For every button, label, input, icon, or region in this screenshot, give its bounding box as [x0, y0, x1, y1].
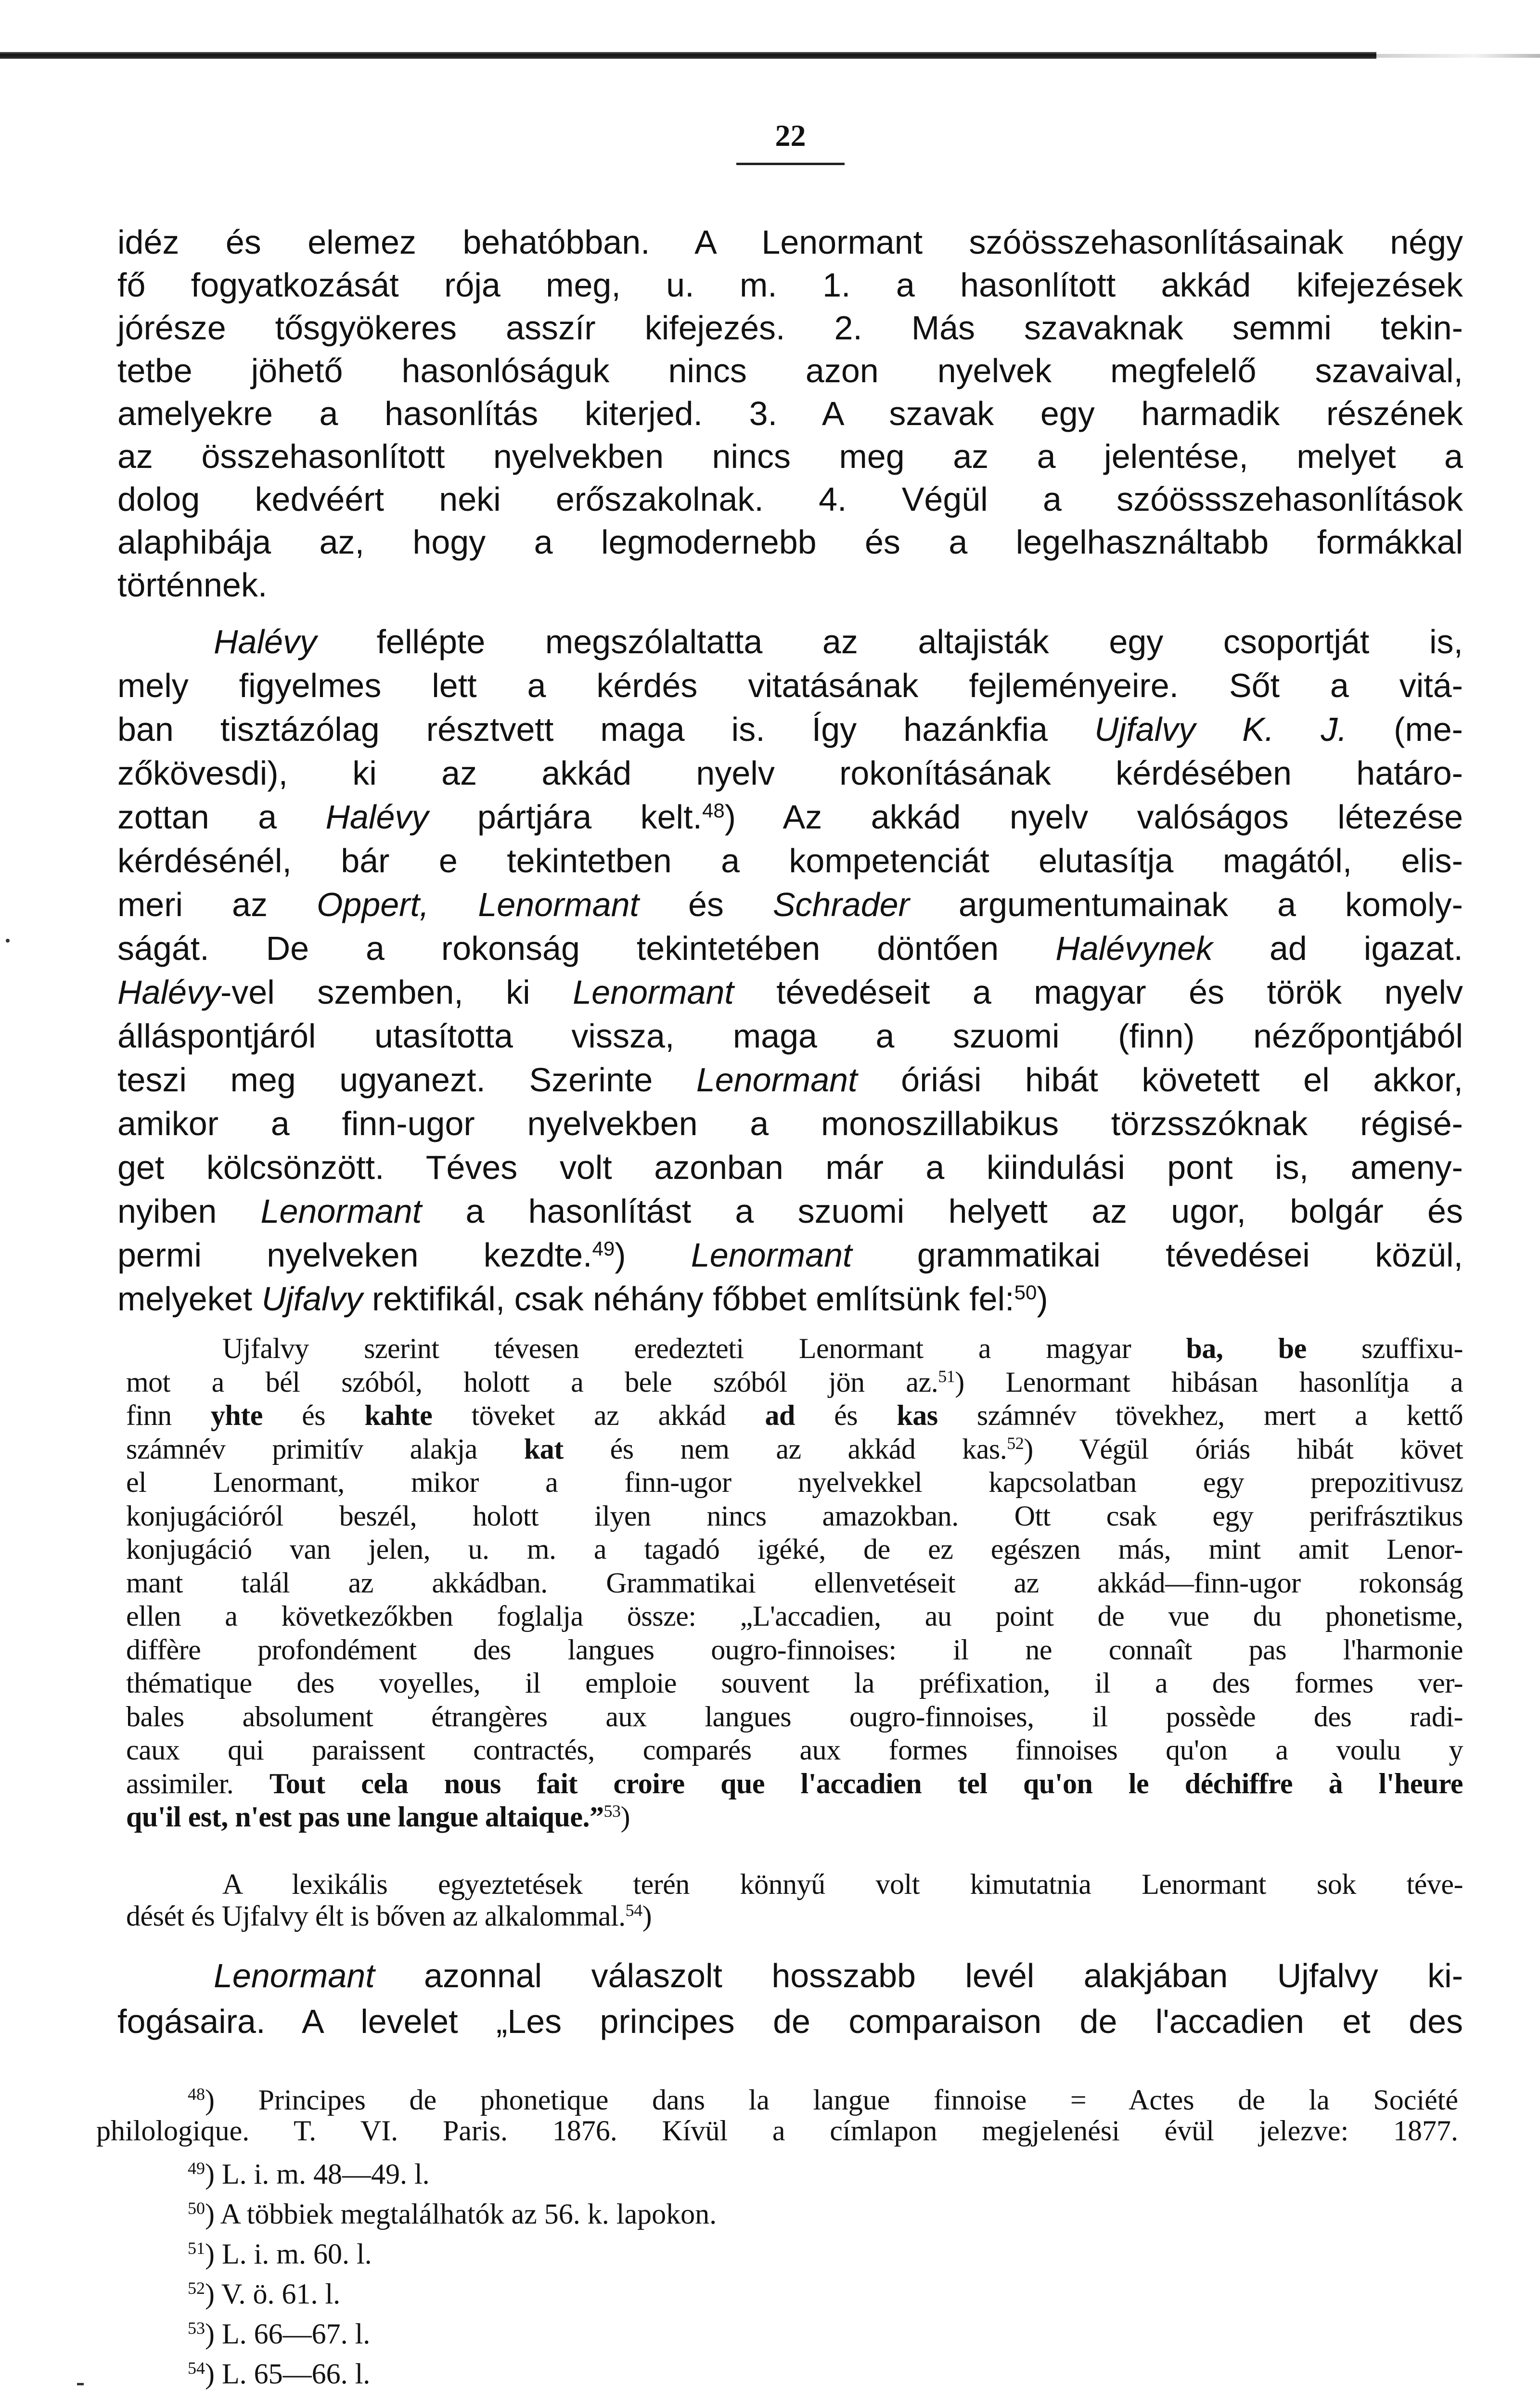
footnote-reference: 48	[702, 799, 725, 822]
bold-text: ad	[765, 1399, 795, 1431]
text-line	[117, 1014, 1463, 1058]
italic-text: Ujfalvy K. J.	[1094, 711, 1347, 748]
text-segment: A lexikális egyeztetések terén könnyű volt kimutatnia Lenormant sok téve-	[222, 1868, 1463, 1900]
text-line	[117, 1277, 1463, 1321]
text-segment: tetbe jöhető hasonlóságuk nincs azon nyelvek megfelelő szavaival,	[117, 352, 1463, 389]
italic-text: Oppert,	[316, 886, 429, 923]
italic-text: Lenormant	[478, 886, 639, 923]
text-segment: ) L. i. m. 48—49. l.	[205, 2158, 430, 2190]
italic-text: Lenormant	[260, 1192, 422, 1230]
text-line	[117, 708, 1463, 751]
small-print-paragraph-1	[126, 1332, 1463, 1834]
text-segment: ) Lenormant hibásan hasonlítja a	[955, 1366, 1463, 1398]
text-segment: álláspontjáról utasította vissza, maga a szuomi (finn) nézőpontjából	[117, 1017, 1463, 1055]
text-segment: fellépte megszólaltatta az altajisták egy csoportját is,	[316, 623, 1463, 660]
text-segment: ) A többiek megtalálhatók az 56. k. lapokon.	[205, 2198, 717, 2230]
text-line	[96, 2115, 1458, 2146]
footnote-reference: 49	[188, 2159, 205, 2178]
paragraph-1	[117, 221, 1463, 607]
text-segment: diffère profondément des langues ougro-finnoises: il ne connaît pas l'harmonie	[126, 1633, 1463, 1666]
footnote-reference: 51	[188, 2239, 205, 2258]
text-segment: finn	[126, 1399, 211, 1431]
italic-text: Lenormant	[573, 973, 734, 1011]
footnote-reference: 49	[592, 1237, 615, 1260]
text-line	[96, 2194, 1458, 2234]
text-segment: zottan a	[117, 798, 326, 836]
text-segment: az összehasonlított nyelvekben nincs meg az a jelentése, melyet a	[117, 438, 1463, 475]
text-line	[117, 521, 1463, 564]
text-line	[117, 883, 1463, 927]
small-print-paragraph-2	[126, 1868, 1463, 1932]
text-line	[96, 2084, 1458, 2115]
text-segment: és	[795, 1399, 897, 1431]
header-rule-fade	[1376, 54, 1540, 58]
text-segment: permi nyelveken kezdte.	[117, 1236, 592, 1274]
text-line	[117, 839, 1463, 883]
text-segment: ) V. ö. 61. l.	[205, 2278, 341, 2310]
text-segment: kérdésénél, bár e tekintetben a kompetenciát elutasítja magától, elis-	[117, 842, 1463, 880]
text-segment: ellen a következőkben foglalja össze: „L'accadien, au point de vue du phonetisme,	[126, 1600, 1463, 1632]
text-segment: el Lenormant, mikor a finn-ugor nyelvekkel kapcsolatban egy prepozitivusz	[126, 1466, 1463, 1498]
text-line	[117, 1146, 1463, 1190]
text-segment: történnek.	[117, 566, 268, 604]
footnote-reference: 54	[625, 1901, 642, 1920]
text-segment: )	[620, 1801, 630, 1833]
bold-text: kas	[897, 1399, 938, 1431]
text-segment: rektifikál, csak néhány főbbet említsünk fel:	[362, 1280, 1014, 1318]
text-line	[117, 392, 1463, 435]
footnote-reference: 50	[1014, 1281, 1037, 1304]
text-segment: ) L. 66—67. l.	[205, 2318, 371, 2350]
italic-text: Lenormant	[691, 1236, 852, 1274]
text-line	[117, 1233, 1463, 1277]
text-segment	[429, 886, 478, 923]
paragraph-3	[117, 1953, 1463, 2045]
text-segment: konjugáció van jelen, u. m. a tagadó igéké, de ez egészen más, mint amit Lenor-	[126, 1533, 1463, 1565]
footnote-reference: 48	[188, 2084, 205, 2104]
text-segment: argumentumainak a komoly-	[909, 886, 1463, 923]
text-line	[117, 478, 1463, 521]
page-number-underline	[736, 163, 845, 165]
text-segment: get kölcsönzött. Téves volt azonban már a kiindulási pont is, ameny-	[117, 1149, 1463, 1186]
text-line	[117, 435, 1463, 478]
italic-text: Lenormant	[214, 1957, 375, 1994]
text-line	[117, 349, 1463, 392]
text-line	[96, 2154, 1458, 2194]
text-segment: fő fogyatkozását rója meg, u. m. 1. a hasonlított akkád kifejezések	[117, 266, 1463, 304]
margin-speck	[77, 2383, 84, 2385]
text-segment: számnév primitív alakja	[126, 1433, 524, 1465]
italic-text: Halévy	[117, 973, 220, 1011]
text-segment: alaphibája az, hogy a legmodernebb és a legelhasználtabb formákkal	[117, 523, 1463, 561]
text-segment: konjugációról beszél, holott ilyen nincs amazokban. Ott csak egy perifrásztikus	[126, 1500, 1463, 1532]
text-segment: dolog kedvéért neki erőszakolnak. 4. Végül a szóössszehasonlítások	[117, 480, 1463, 518]
text-line	[126, 1868, 1463, 1900]
text-segment: ad igazat.	[1213, 930, 1463, 967]
text-segment: ) Az akkád nyelv valóságos létezése	[724, 798, 1463, 836]
text-line	[126, 1433, 1463, 1466]
bold-text: kat	[524, 1433, 564, 1465]
text-segment: -vel szemben, ki	[220, 973, 573, 1011]
text-line	[126, 1500, 1463, 1533]
bold-text: yhte	[210, 1399, 263, 1431]
footnote-reference: 53	[188, 2318, 205, 2338]
text-segment: és nem az akkád kas.	[563, 1433, 1007, 1465]
text-segment: grammatikai tévedései közül,	[852, 1236, 1463, 1274]
text-segment: meri az	[117, 886, 317, 923]
italic-text: Halévy	[214, 623, 317, 660]
text-line	[96, 2234, 1458, 2274]
text-segment: )	[615, 1236, 691, 1274]
text-line	[96, 2274, 1458, 2314]
text-line	[117, 1058, 1463, 1102]
footnote-reference: 53	[603, 1801, 621, 1821]
footnote-48	[96, 2084, 1458, 2146]
text-segment: és	[639, 886, 773, 923]
text-line	[126, 1800, 1463, 1834]
header-rule	[0, 52, 1376, 59]
text-segment: fogásaira. A levelet „Les principes de comparaison de l'accadien et des	[117, 2003, 1463, 2040]
text-segment: amikor a finn-ugor nyelvekben a monoszillabikus törzsszóknak régisé-	[117, 1105, 1463, 1142]
text-line	[126, 1600, 1463, 1633]
text-line	[96, 2354, 1458, 2394]
footnote-reference: 54	[188, 2358, 205, 2378]
text-line	[126, 1366, 1463, 1399]
page-number: 22	[775, 118, 806, 153]
text-segment: szuffixu-	[1306, 1333, 1463, 1364]
text-line	[117, 1190, 1463, 1233]
text-segment: és	[262, 1399, 365, 1431]
text-segment: ) L. i. m. 60. l.	[205, 2238, 372, 2270]
text-line	[117, 795, 1463, 839]
text-segment: caux qui paraissent contractés, comparés aux formes finnoises qu'on a voulu y	[126, 1734, 1463, 1766]
bold-text: qu'il est, n'est pas une langue altaique.”	[126, 1801, 604, 1833]
text-line	[126, 1399, 1463, 1433]
text-segment: Ujfalvy szerint tévesen eredezteti Lenormant a magyar	[222, 1333, 1186, 1364]
text-line	[126, 1533, 1463, 1566]
text-segment: töveket az akkád	[432, 1399, 765, 1431]
footnotes-49-54	[96, 2154, 1458, 2394]
text-segment: jórésze tősgyökeres asszír kifejezés. 2. Más szavaknak semmi tekin-	[117, 309, 1463, 347]
text-segment: ban tisztázólag résztvett maga is. Így hazánkfia	[117, 711, 1095, 748]
text-segment: ) Végül óriás hibát követ	[1024, 1433, 1463, 1465]
text-line	[126, 1734, 1463, 1767]
text-segment: )	[1037, 1280, 1048, 1318]
text-line	[117, 751, 1463, 795]
text-segment: óriási hibát követett el akkor,	[857, 1061, 1463, 1099]
text-line	[126, 1332, 1463, 1366]
footnote-reference: 50	[188, 2199, 205, 2218]
text-segment: dését és Ujfalvy élt is bőven az alkalommal.	[126, 1900, 626, 1932]
text-line	[117, 1999, 1463, 2045]
text-segment: ) L. 65—66. l.	[205, 2358, 371, 2390]
text-segment: pártjára kelt.	[428, 798, 702, 836]
text-line	[117, 1102, 1463, 1146]
text-line	[117, 927, 1463, 971]
text-line	[117, 564, 1463, 607]
bold-text: kahte	[364, 1399, 433, 1431]
text-line	[117, 264, 1463, 307]
text-line	[117, 664, 1463, 708]
italic-text: Halévynek	[1055, 930, 1213, 967]
bold-text: ba, be	[1186, 1333, 1307, 1364]
text-line	[126, 1633, 1463, 1667]
text-segment: mely figyelmes lett a kérdés vitatásának fejleményeire. Sőt a vitá-	[117, 667, 1463, 704]
text-segment: a hasonlítást a szuomi helyett az ugor, bolgár és	[422, 1192, 1463, 1230]
text-segment: azonnal válaszolt hosszabb levél alakjában Ujfalvy ki-	[374, 1957, 1463, 1994]
italic-text: Schrader	[772, 886, 910, 923]
text-line	[126, 1767, 1463, 1801]
text-segment: mot a bél szóból, holott a bele szóból jön az.	[126, 1366, 938, 1398]
text-segment: thématique des voyelles, il emploie souvent la préfixation, il a des formes ver-	[126, 1667, 1463, 1699]
text-line	[126, 1700, 1463, 1734]
text-segment: nyiben	[117, 1192, 261, 1230]
text-segment: assimiler.	[126, 1767, 270, 1799]
text-segment: )	[642, 1900, 652, 1932]
margin-speck	[6, 939, 10, 943]
text-line	[126, 1667, 1463, 1700]
text-segment: amelyekre a hasonlítás kiterjed. 3. A szavak egy harmadik részének	[117, 395, 1463, 432]
text-segment: philologique. T. VI. Paris. 1876. Kívül a címlapon megjelenési évül jelezve: 1877.	[96, 2115, 1458, 2147]
text-segment: teszi meg ugyanezt. Szerinte	[117, 1061, 696, 1099]
footnote-reference: 51	[938, 1366, 955, 1386]
bold-text: Tout cela nous fait croire que l'accadien tel qu'on le déchiffre à l'heure	[269, 1767, 1463, 1799]
text-line	[126, 1900, 1463, 1932]
italic-text: Lenormant	[696, 1061, 858, 1099]
text-segment: ságát. De a rokonság tekintetében döntően	[117, 930, 1056, 967]
text-line	[117, 620, 1463, 664]
italic-text: Halévy	[325, 798, 429, 836]
footnote-reference: 52	[1007, 1433, 1024, 1453]
text-line	[117, 307, 1463, 349]
text-line	[126, 1466, 1463, 1500]
text-segment: bales absolument étrangères aux langues ougro-finnoises, il possède des radi-	[126, 1700, 1463, 1733]
footnote-reference: 52	[188, 2278, 205, 2298]
paragraph-2	[117, 620, 1463, 1321]
text-segment: idéz és elemez behatóbban. A Lenormant szóösszehasonlításainak négy	[117, 223, 1463, 261]
text-line	[117, 221, 1463, 264]
text-segment: számnév tövekhez, mert a kettő	[937, 1399, 1463, 1431]
text-line	[117, 971, 1463, 1014]
text-segment: ) Principes de phonetique dans la langue finnoise = Actes de la Société	[205, 2084, 1458, 2116]
text-line	[96, 2314, 1458, 2354]
text-line	[117, 1953, 1463, 1999]
text-segment: zőkövesdi), ki az akkád nyelv rokonításának kérdésében határo-	[117, 754, 1463, 792]
text-segment: melyeket	[117, 1280, 262, 1318]
text-segment: mant talál az akkádban. Grammatikai ellenvetéseit az akkád—finn-ugor rokonság	[126, 1566, 1463, 1599]
text-segment: tévedéseit a magyar és török nyelv	[733, 973, 1463, 1011]
text-segment: (me-	[1347, 711, 1463, 748]
italic-text: Ujfalvy	[261, 1280, 363, 1318]
text-line	[126, 1566, 1463, 1600]
